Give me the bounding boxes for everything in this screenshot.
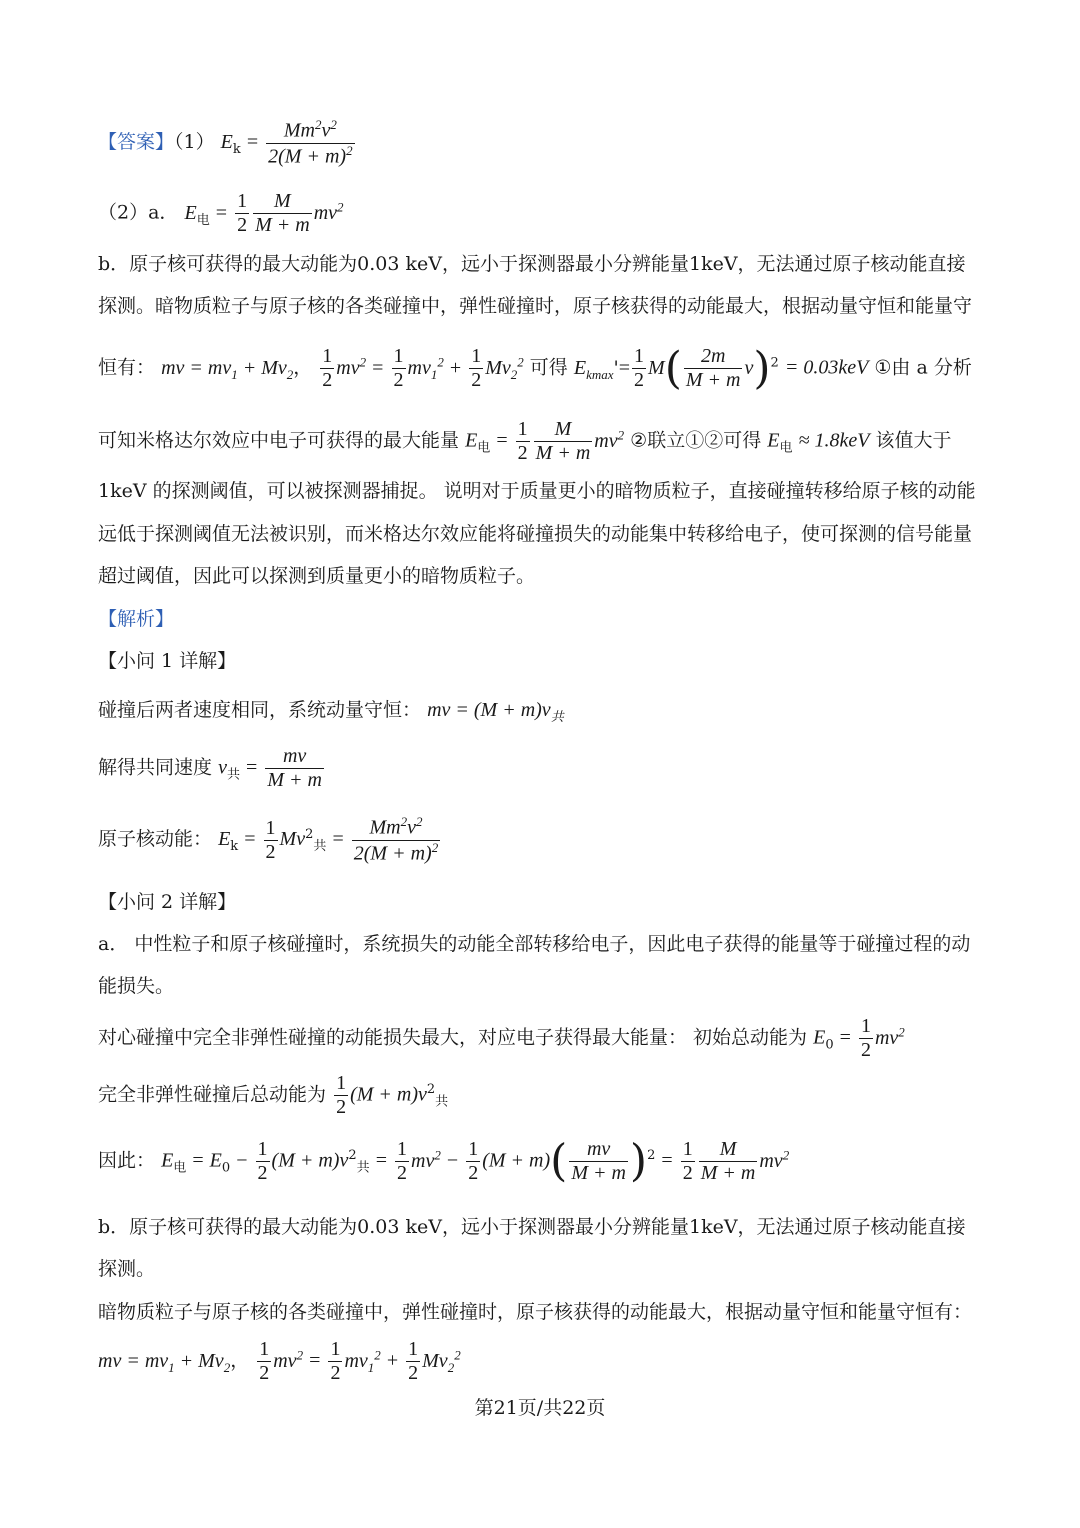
momentum-equation: mv = $mv_1 + Mv_2$ <box>161 356 294 382</box>
q2-line4: 完全非弹性碰撞后总动能为 $\frac{1}{2}$ $(M + m)v^2_共$ <box>98 1072 449 1118</box>
q2-b-line2: 探测。 <box>98 1258 156 1280</box>
answer-b-line6: 远低于探测阈值无法被识别，而米格达尔效应能将碰撞损失的动能集中转移给电子，使可探测的信号能量 <box>98 523 973 545</box>
page-footer: 第21页/共22页 <box>474 1397 606 1419</box>
energy-equation: $\frac{1}{2}$ $mv^2$ = $\frac{1}{2}$ $mv_1^2$ + $\frac{1}{2}$ $Mv_2^2$ <box>322 345 524 391</box>
answer-b-line2: 探测。暗物质粒子与原子核的各类碰撞中，弹性碰撞时，原子核获得的动能最大，根据动量守恒和能量守 <box>98 295 973 317</box>
part1-label: （1） <box>174 131 215 154</box>
q1-line3: 原子核动能： $E_k$ = $\frac{1}{2}$ $Mv^2_共$ = $\frac{Mm^2v^2}{2(M + m)^2}$ <box>98 814 439 865</box>
analysis-tag: 【解析】 <box>98 608 175 630</box>
q1-title: 【小问 1 详解】 <box>98 650 237 672</box>
q1-momentum-equation: mv = $(M + m)v_共$ <box>427 699 564 724</box>
answer-b-line1: b．原子核可获得的最大动能为0.03 keV，远小于探测器最小分辨能量1keV，无法通过原子核动能直接 <box>98 253 966 275</box>
q2-line1: a． 中性粒子和原子核碰撞时，系统损失的动能全部转移给电子，因此电子获得的能量等于碰撞过程的动 <box>98 933 971 955</box>
e-dian-formula: $E_电$ = $\frac{1}{2}$ $\frac{M}{M + m}$ $mv^2$ <box>184 190 344 236</box>
answer-part1 <box>98 118 357 168</box>
answer-part2a <box>98 190 344 237</box>
answer-b-line7: 超过阈值，因此可以探测到质量更小的暗物质粒子。 <box>98 565 536 587</box>
answer-tag: 【答案】 <box>98 131 175 154</box>
ek-max-value: = 0.03keV <box>784 356 869 379</box>
answer-b-line3: 恒有： mv = $mv_1 + Mv_2$， $\frac{1}{2}$ $mv^2$ = $\frac{1}{2}$ $mv_1^2$ + $\frac{1}{2}$ $Mv_2^2$ 可得 $E_{kmax}'=$ $\frac{1}{2}$ M( $\frac{2m}{M + m}$ v)$^2$ = 0.03keV ①由 a 分析 <box>98 342 972 394</box>
q2-b-equations: mv = $mv_1 + Mv_2$， $\frac{1}{2}$ $mv^2$ = $\frac{1}{2}$ $mv_1^2$ + $\frac{1}{2}$ $Mv_2^2$ <box>98 1338 461 1384</box>
q1-line1: 碰撞后两者速度相同，系统动量守恒： mv = $(M + m)v_共$ <box>98 699 564 724</box>
part2a-label: （2）a． <box>98 201 179 224</box>
q2-b-line3: 暗物质粒子与原子核的各类碰撞中，弹性碰撞时，原子核获得的动能最大，根据动量守恒和能量守恒有： <box>98 1301 973 1323</box>
q2-line2: 能损失。 <box>98 975 175 997</box>
q2-title: 【小问 2 详解】 <box>98 891 237 913</box>
e-dian-value: ≈ 1.8keV <box>798 429 870 452</box>
q2-line3: 对心碰撞中完全非弹性碰撞的动能损失最大，对应电子获得最大能量： 初始总动能为 $E_0$ = $\frac{1}{2}$ $mv^2$ <box>98 1015 905 1061</box>
q2-b-line1: b．原子核可获得的最大动能为0.03 keV，远小于探测器最小分辨能量1keV，无法通过原子核动能直接 <box>98 1216 966 1238</box>
answer-b-line5: 1keV 的探测阈值，可以被探测器捕捉。 说明对于质量更小的暗物质粒子，直接碰撞转移给原子核的动能 <box>98 480 976 502</box>
q2-line5: 因此： $E_电 = E_0$ − $\frac{1}{2}$ $(M + m)v^2_共$ = $\frac{1}{2}$ $mv^2$ − $\frac{1}{2}$ (M + m)( $\frac{mv}{M + m}$ )$^2$ = $\frac{1}{2}$ $\frac{M}{M + m}$ $mv^2$ <box>98 1135 790 1187</box>
ek-formula: $E_k$ = $\frac{Mm^2v^2}{2(M + m)^2}$ <box>220 117 353 168</box>
answer-b-line4: 可知米格达尔效应中电子可获得的最大能量 $E_电$ = $\frac{1}{2}$ $\frac{M}{M + m}$ $mv^2$ ②联立①②可得 $E_电 \approx 1.8keV$ 该值大于 <box>98 418 952 464</box>
q1-line2: 解得共同速度 $v_共$ = $\frac{mv}{M + m}$ <box>98 745 322 791</box>
ek-max-formula: $E_{kmax}'=$ $\frac{1}{2}$ M( $\frac{2m}{M + m}$ v)$^2$ <box>573 342 779 394</box>
